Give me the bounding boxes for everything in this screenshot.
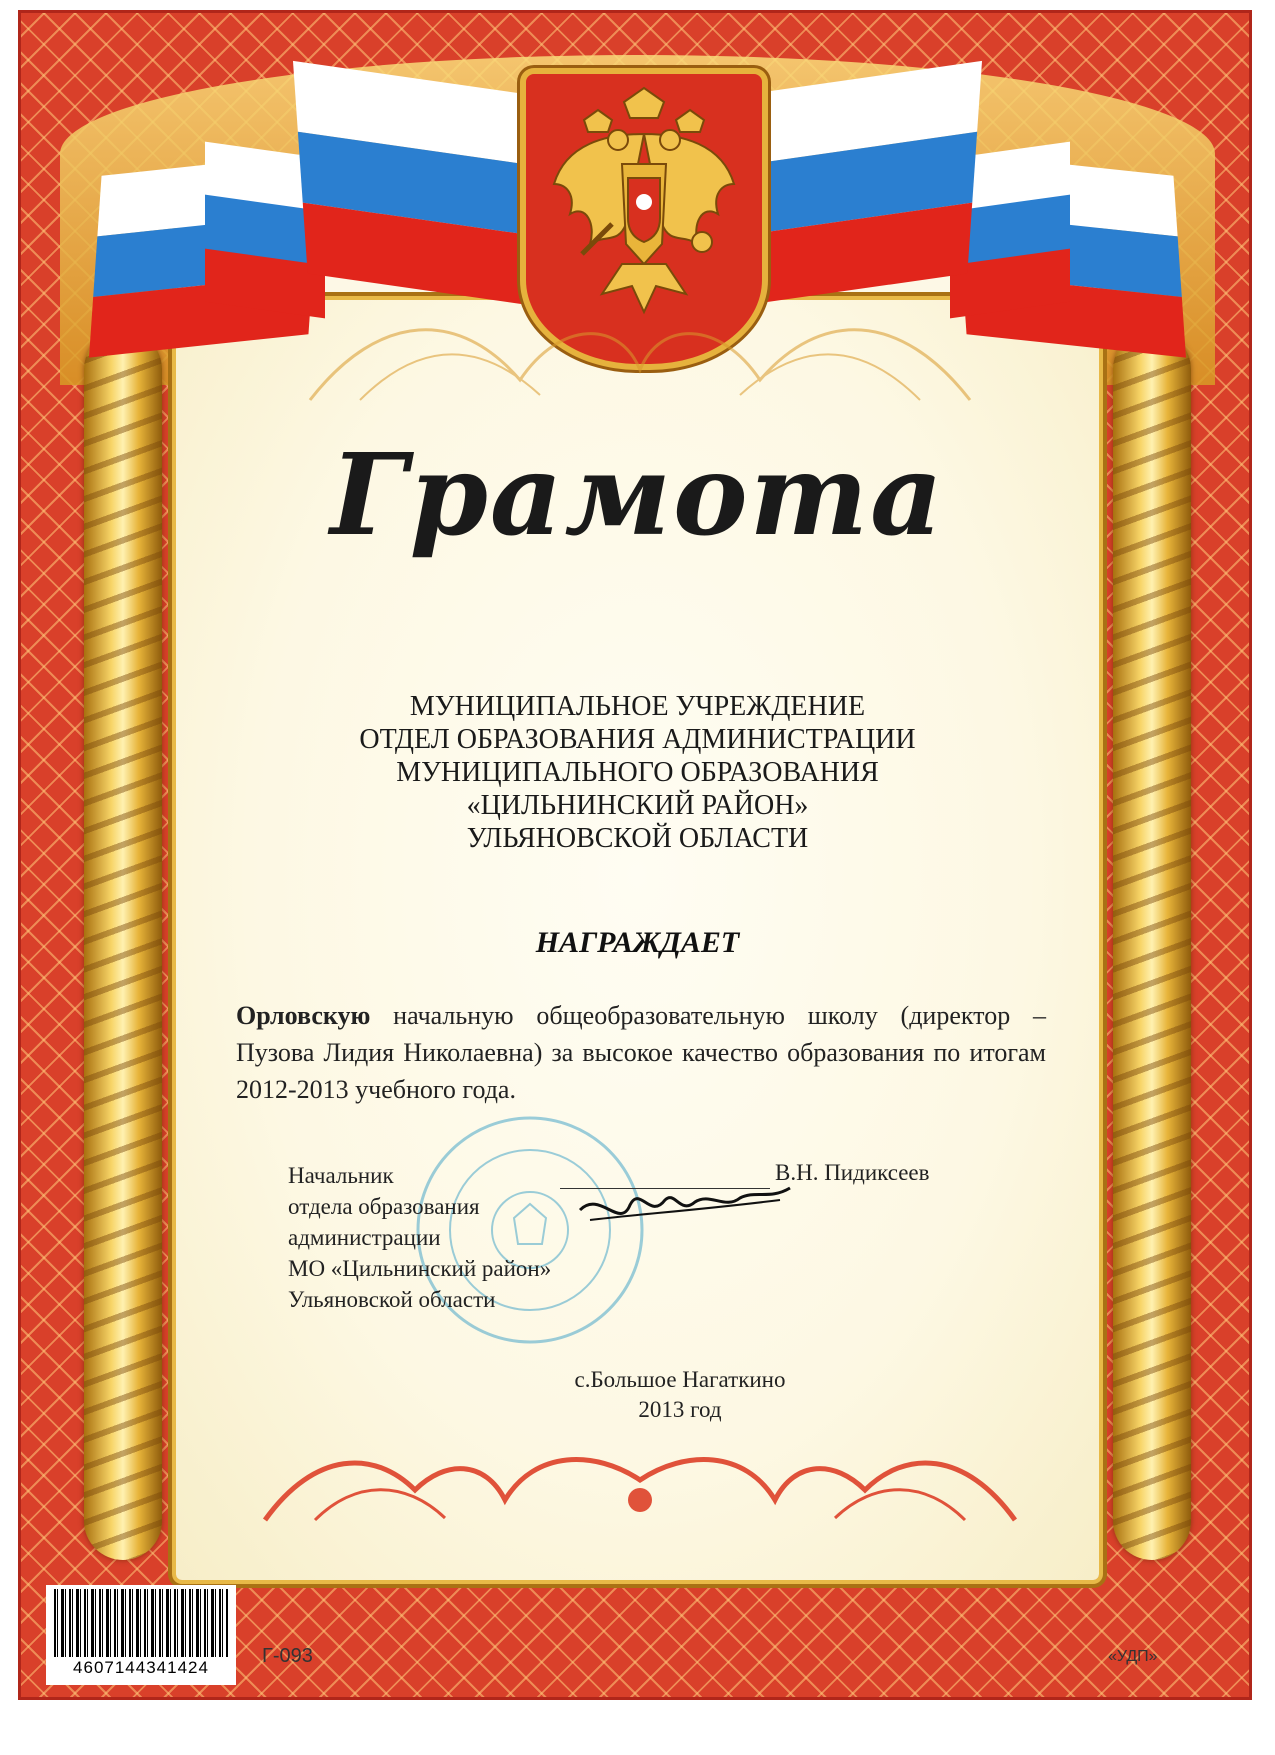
barcode-bars [54,1589,228,1657]
handwritten-signature [560,1170,800,1250]
publisher-mark: «УДП» [1108,1648,1158,1665]
issuer-line: «ЦИЛЬНИНСКИЙ РАЙОН» [466,790,809,821]
form-code: Г-093 [262,1645,313,1667]
issuer-line: ОТДЕЛ ОБРАЗОВАНИЯ АДМИНИСТРАЦИИ [359,724,916,755]
place-and-year [180,1365,1180,1425]
place: с.Большое Нагаткино [574,1367,786,1392]
barcode-number: 4607144341424 [73,1658,209,1677]
filigree-ornament [300,300,980,410]
barcode [46,1585,236,1685]
signer-position-line: Начальник [288,1163,394,1188]
bottom-ornament [255,1430,1025,1530]
certificate-title: Грамота [330,430,945,561]
flag-left-inner [293,61,557,309]
signer-position-line: отдела образования [288,1194,480,1219]
recipient-description: начальную общеобразовательную школу (директор – Пузова Лидия Николаевна) за высокое качество образования по итогам 2012-2013 учебного года. [236,1001,1046,1104]
signer-position-line: администрации [288,1225,441,1250]
signer-position-line: МО «Цильнинский район» [288,1256,552,1281]
signer-position-line: Ульяновской области [288,1287,496,1312]
issuer-line: МУНИЦИПАЛЬНОГО ОБРАЗОВАНИЯ [396,757,879,788]
signer-name: В.Н. Пидиксеев [775,1160,930,1185]
issuer-line: МУНИЦИПАЛЬНОЕ УЧРЕЖДЕНИЕ [409,691,866,722]
award-text [236,997,1046,1108]
issuer-block [180,690,1095,855]
signer-position [288,1160,588,1315]
awards-label: НАГРАЖДАЕТ [535,926,740,959]
year: 2013 год [638,1397,722,1422]
recipient-name: Орловскую [236,1001,371,1030]
left-gold-pillar [84,330,162,1560]
issuer-line: УЛЬЯНОВСКОЙ ОБЛАСТИ [466,823,809,854]
